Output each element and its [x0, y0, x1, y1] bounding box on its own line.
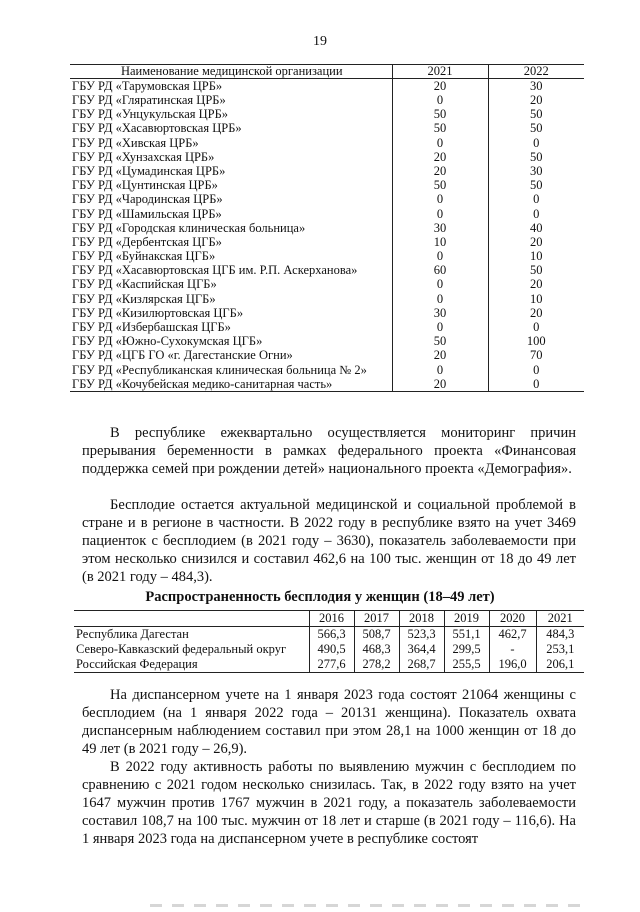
prevalence-value: 268,7	[399, 657, 444, 673]
year-value: 50	[488, 122, 584, 136]
table-row	[70, 136, 584, 150]
paragraph-infertility-women: Бесплодие остается актуальной медицинской и социальной проблемой в стране и в регионе в частности. В 2022 году в республике взято на учет 3469 пациенток с бесплодием (в 2021 году – 3630), показатель заболеваемости при этом несколько снизился и составил 462,6 на 100 тыс. женщин от 18 до 49 лет (в 2021 году – 484,3).	[82, 497, 576, 585]
year-value: 20	[392, 349, 488, 363]
prevalence-value: 508,7	[354, 627, 399, 643]
year-value: 20	[392, 79, 488, 94]
table-row	[74, 642, 584, 657]
organization-name: ГБУ РД «Хивская ЦРБ»	[72, 135, 199, 150]
year-value: 30	[488, 79, 584, 94]
region-name: Северо-Кавказский федеральный округ	[76, 642, 287, 657]
organization-name: ГБУ РД «Буйнакская ЦГБ»	[72, 249, 216, 264]
year-value: 50	[488, 150, 584, 164]
prevalence-value: 484,3	[536, 627, 584, 643]
year-value: 0	[392, 193, 488, 207]
table-row	[70, 122, 584, 136]
table-row	[74, 657, 584, 673]
table-row	[70, 377, 584, 392]
year-value: 0	[392, 207, 488, 221]
year-value: 20	[488, 93, 584, 107]
table-row	[70, 207, 584, 221]
year-value: 20	[392, 377, 488, 392]
infertility-prevalence-table	[74, 610, 584, 673]
prevalence-value: 277,6	[309, 657, 354, 673]
organization-name: ГБУ РД «Кочубейская медико-санитарная часть»	[70, 377, 392, 392]
table-row	[70, 306, 584, 320]
organization-name: ГБУ РД «Чародинская ЦРБ»	[72, 192, 223, 207]
organization-name: ГБУ РД «Каспийская ЦГБ»	[72, 277, 217, 292]
table-row	[70, 363, 584, 377]
year-value: 0	[488, 363, 584, 377]
year-value: 50	[488, 263, 584, 277]
organization-name: ГБУ РД «Хасавюртовская ЦГБ им. Р.П. Аскерханова»	[72, 263, 358, 278]
prevalence-value: 206,1	[536, 657, 584, 673]
organization-name: ГБУ РД «Хунзахская ЦРБ»	[72, 149, 215, 164]
table-row	[70, 320, 584, 334]
organization-name: ГБУ РД «Цумадинская ЦРБ»	[72, 163, 226, 178]
organization-name: ГБУ РД «Цунтинская ЦРБ»	[72, 178, 218, 193]
prevalence-value: 468,3	[354, 642, 399, 657]
prevalence-value: 551,1	[444, 627, 489, 643]
year-value: 30	[392, 306, 488, 320]
prevalence-value: 196,0	[489, 657, 536, 673]
year-value: 0	[488, 136, 584, 150]
year-value: 100	[488, 334, 584, 348]
table-row	[70, 164, 584, 178]
year-header: 2017	[354, 611, 399, 627]
column-header: Наименование медицинской организации	[70, 65, 392, 79]
year-value: 30	[488, 164, 584, 178]
table-row	[70, 349, 584, 363]
year-value: 50	[392, 122, 488, 136]
year-value: 30	[392, 221, 488, 235]
paragraph-dispensary-women: На диспансерном учете на 1 января 2023 года состоят 21064 женщины с бесплодием (на 1 января 2022 года – 20131 женщина). Показатель охвата диспансерным наблюдением составил при этом 28,1 на 1000 женщин от 18 до 49 лет (в 2021 году – 26,9).	[82, 687, 576, 757]
prevalence-value: 490,5	[309, 642, 354, 657]
table-row	[70, 150, 584, 164]
organization-name: ГБУ РД «Городская клиническая больница»	[72, 220, 306, 235]
table-row	[70, 93, 584, 107]
year-value: 0	[392, 292, 488, 306]
year-value: 0	[392, 93, 488, 107]
year-header: 2021	[536, 611, 584, 627]
column-header: 2022	[488, 65, 584, 79]
organization-name: ГБУ РД «Республиканская клиническая больница № 2»	[72, 362, 367, 377]
year-value: 0	[488, 320, 584, 334]
year-header: 2016	[309, 611, 354, 627]
year-value: 10	[392, 235, 488, 249]
table-row	[70, 193, 584, 207]
year-value: 0	[488, 377, 584, 392]
table-row	[70, 249, 584, 263]
medical-organizations-table	[70, 64, 584, 392]
year-header: 2019	[444, 611, 489, 627]
year-header: 2020	[489, 611, 536, 627]
region-name: Российская Федерация	[74, 657, 309, 673]
organization-name: ГБУ РД «Гляратинская ЦРБ»	[72, 93, 226, 108]
prevalence-value: 523,3	[399, 627, 444, 643]
year-value: 0	[392, 363, 488, 377]
organization-name: ГБУ РД «Дербентская ЦГБ»	[72, 234, 222, 249]
year-value: 0	[392, 278, 488, 292]
year-value: 40	[488, 221, 584, 235]
table-row	[70, 107, 584, 121]
table-row	[70, 178, 584, 192]
year-value: 20	[488, 306, 584, 320]
year-value: 10	[488, 292, 584, 306]
organization-name: ГБУ РД «Кизилюртовская ЦГБ»	[72, 305, 244, 320]
table-row	[70, 221, 584, 235]
year-value: 60	[392, 263, 488, 277]
table-header-row	[74, 611, 584, 627]
organization-name: ГБУ РД «Тарумовская ЦРБ»	[72, 78, 223, 93]
prevalence-value: 462,7	[489, 627, 536, 643]
year-value: 50	[392, 334, 488, 348]
year-value: 0	[392, 136, 488, 150]
organization-name: ГБУ РД «Кизлярская ЦГБ»	[72, 291, 216, 306]
year-value: 50	[392, 178, 488, 192]
organization-name: ГБУ РД «ЦГБ ГО «г. Дагестанские Огни»	[72, 348, 293, 363]
prevalence-value: -	[489, 642, 536, 657]
year-value: 20	[488, 278, 584, 292]
organization-name: ГБУ РД «Южно-Сухокумская ЦГБ»	[72, 334, 263, 349]
prevalence-value: 278,2	[354, 657, 399, 673]
table-header-row	[70, 65, 584, 79]
year-value: 10	[488, 249, 584, 263]
year-value: 50	[488, 107, 584, 121]
table-title: Распространенность бесплодия у женщин (18–49 лет)	[145, 589, 495, 605]
year-value: 20	[488, 235, 584, 249]
prevalence-value: 566,3	[309, 627, 354, 643]
table-row	[70, 278, 584, 292]
table-row	[70, 235, 584, 249]
organization-name: ГБУ РД «Хасавюртовская ЦРБ»	[72, 121, 242, 136]
paragraph-infertility-men: В 2022 году активность работы по выявлению мужчин с бесплодием по сравнению с 2021 годом несколько снизилась. Так, в 2022 году взято на учет 1647 мужчин против 1767 мужчин в 2021 году, а показатель заболеваемости составил 108,7 на 100 тыс. мужчин от 18 лет и старше (в 2021 году – 116,6). На 1 января 2023 года на диспансерном учете в республике состоят	[82, 759, 576, 847]
year-value: 50	[392, 107, 488, 121]
paragraph-abortion-monitoring: В республике ежеквартально осуществляется мониторинг причин прерывания беременности в рамках федерального проекта «Финансовая поддержка семей при рождении детей» национального проекта «Демография».	[82, 425, 576, 477]
year-value: 20	[392, 150, 488, 164]
year-value: 0	[392, 249, 488, 263]
year-value: 0	[488, 193, 584, 207]
prevalence-value: 364,4	[399, 642, 444, 657]
year-header: 2018	[399, 611, 444, 627]
table-row	[70, 334, 584, 348]
organization-name: ГБУ РД «Избербашская ЦГБ»	[72, 320, 231, 335]
prevalence-value: 255,5	[444, 657, 489, 673]
organization-name: ГБУ РД «Унцукульская ЦРБ»	[72, 107, 229, 122]
table-row	[70, 263, 584, 277]
page-number: 19	[313, 34, 327, 49]
scan-artifact	[150, 904, 590, 907]
organization-name: ГБУ РД «Шамильская ЦРБ»	[72, 206, 222, 221]
prevalence-value: 253,1	[536, 642, 584, 657]
year-value: 0	[488, 207, 584, 221]
prevalence-value: 299,5	[444, 642, 489, 657]
year-value: 50	[488, 178, 584, 192]
column-header: 2021	[392, 65, 488, 79]
table-row	[74, 627, 584, 643]
year-value: 20	[392, 164, 488, 178]
year-value: 70	[488, 349, 584, 363]
year-value: 0	[392, 320, 488, 334]
table-row	[70, 79, 584, 94]
region-name: Республика Дагестан	[76, 627, 189, 642]
table-row	[70, 292, 584, 306]
